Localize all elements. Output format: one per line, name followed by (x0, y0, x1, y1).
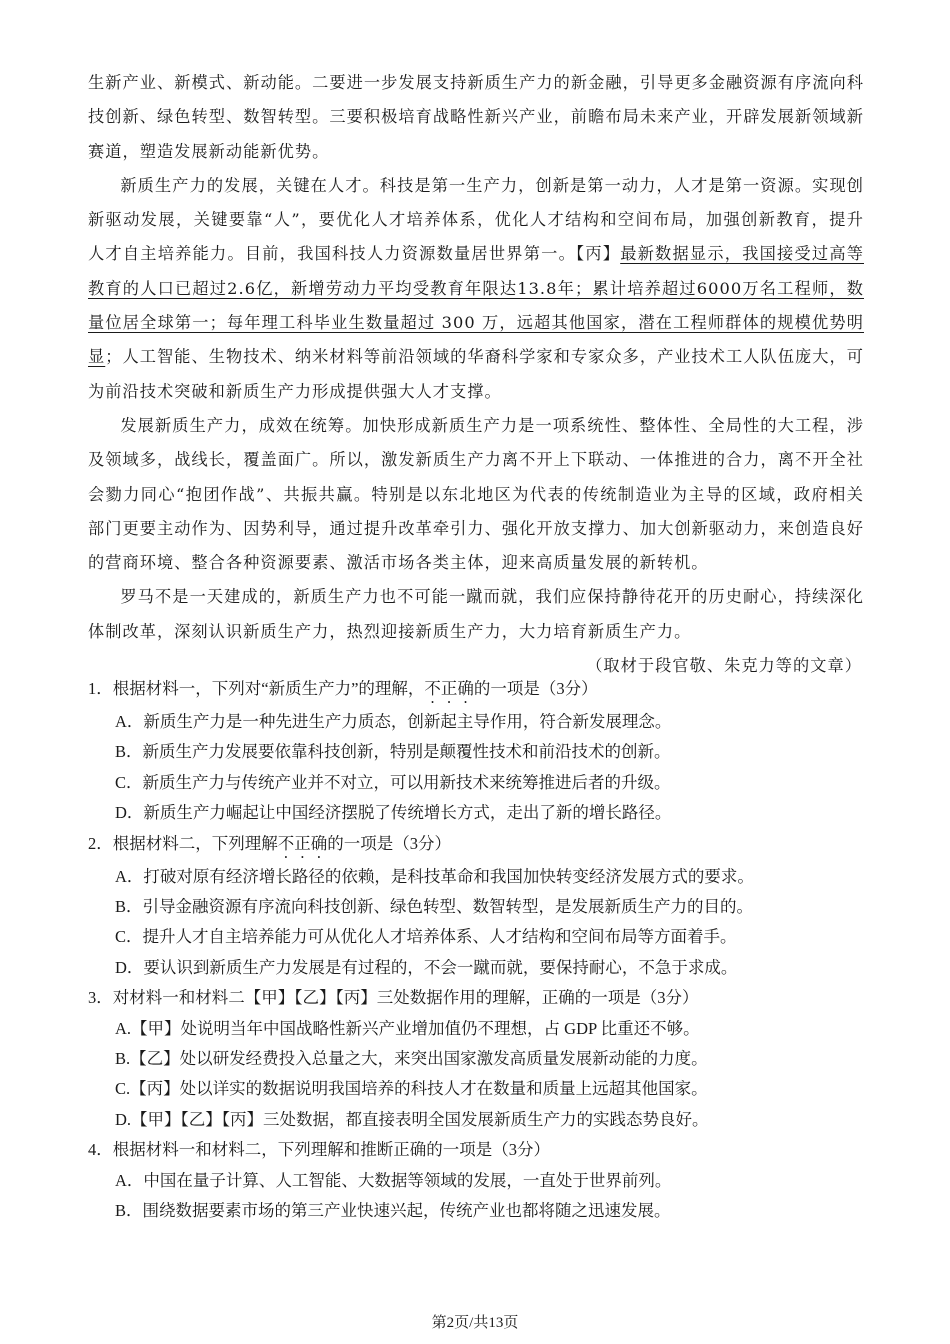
reading-passage (88, 66, 864, 683)
option-a: A．新质生产力是一种先进生产力质态，创新起主导作用，符合新发展理念。 (115, 712, 672, 731)
option-a: A．打破对原有经济增长路径的依赖，是科技革命和我国加快转变经济发展方式的要求。 (115, 866, 754, 886)
question (88, 983, 878, 1135)
option-d: D．要认识到新质生产力发展是有过程的，不会一蹴而就，要保持耐心，不急于求成。 (115, 957, 738, 977)
emphasized-text: 不正确 (277, 833, 328, 853)
option-c: C．提升人才自主培养能力可从优化人才培养体系、人才结构和空间布局等方面着手。 (115, 927, 737, 947)
question-stem: 4．根据材料一和材料二，下列理解和推断正确的一项是（3分） (88, 1140, 550, 1160)
option-d: D．新质生产力崛起让中国经济摆脱了传统增长方式，走出了新的增长路径。 (115, 803, 672, 823)
passage-paragraph: 罗马不是一天建成的，新质生产力也不可能一蹴而就，我们应保持静待花开的历史耐心，持续深化体制改革，深刻认识新质生产力，热烈迎接新质生产力，大力培育新质生产力。 (88, 587, 864, 641)
question-stem-text: 的一项是（3分） (473, 679, 598, 698)
question-stem-text: 的一项是（3分） (327, 833, 451, 853)
passage-source: （取材于段官敬、朱克力等的文章） (586, 656, 862, 676)
option-b: B．新质生产力发展要依靠科技创新，特别是颠覆性技术和前沿技术的创新。 (115, 742, 671, 762)
emphasized-text: 不正确 (424, 679, 474, 698)
question-list (88, 674, 878, 1227)
option-b: B．引导金融资源有序流向科技创新、绿色转型、数智转型，是发展新质生产力的目的。 (115, 897, 754, 917)
question (88, 674, 878, 829)
option-b: B.【乙】处以研发经费投入总量之大，来突出国家激发高质量发展新动能的力度。 (115, 1049, 708, 1069)
question-stem-text: 1．根据材料一，下列对“新质生产力”的理解， (88, 679, 425, 698)
question-stem (88, 674, 878, 707)
option-a: A.【甲】处说明当年中国战略性新兴产业增加值仍不理想，占 GDP 比重还不够。 (115, 1018, 700, 1038)
question (88, 1135, 878, 1226)
option-d: D.【甲】【乙】【丙】三处数据，都直接表明全国发展新质生产力的实践态势良好。 (115, 1109, 709, 1129)
passage-paragraph (88, 169, 864, 409)
question (88, 829, 878, 984)
question-stem: 3．对材料一和材料二【甲】【乙】【丙】三处数据作用的理解，正确的一项是（3分） (88, 988, 699, 1008)
option-a: A．中国在量子计算、人工智能、大数据等领域的发展，一直处于世界前列。 (115, 1170, 672, 1190)
underlined-data-passage: 最新数据显示，我国接受过高等教育的人口已超过2.6亿，新增劳动力平均受教育年限达13.8年；累计培养超过6000万名工程师，数量位居全球第一；每年理工科毕业生数量超过 300 万，远超其他国家，潜在工程师群体的规模优势明显 (88, 244, 864, 367)
passage-paragraph: 生新产业、新模式、新动能。二要进一步发展支持新质生产力的新金融，引导更多金融资源有序流向科技创新、绿色转型、数智转型。三要积极培育战略性新兴产业，前瞻布局未来产业，开辟发展新领域新赛道，塑造发展新动能新优势。 (88, 73, 864, 161)
option-b: B．围绕数据要素市场的第三产业快速兴起，传统产业也都将随之迅速发展。 (115, 1201, 671, 1221)
option-c: C.【丙】处以详实的数据说明我国培养的科技人才在数量和质量上远超其他国家。 (115, 1079, 708, 1099)
option-c: C．新质生产力与传统产业并不对立，可以用新技术来统筹推进后者的升级。 (115, 772, 671, 792)
passage-paragraph: 发展新质生产力，成效在统筹。加快形成新质生产力是一项系统性、整体性、全局性的大工程，涉及领域多，战线长，覆盖面广。所以，激发新质生产力离不开上下联动、一体推进的合力，离不开全社会勠力同心“抱团作战”、共振共赢。特别是以东北地区为代表的传统制造业为主导的区域，政府相关部门更要主动作为、因势利导，通过提升改革牵引力、强化开放支撑力、加大创新驱动力，来创造良好的营商环境、整合各种资源要素、激活市场各类主体，迎来高质量发展的新转机。 (88, 415, 864, 573)
question-stem-text: 2．根据材料二，下列理解 (88, 833, 278, 853)
question-stem (88, 829, 878, 862)
passage-text: 新质生产力的发展，关键在人才。科技是第一生产力，创新是第一动力，人才是第一资源。实现创新驱动发展，关键要靠“人”，要优化人才培养体系，优化人才结构和空间布局，加强创新教育，提升人才自主培养能力。目前，我国科技人力资源数量居世界第一。【丙】 (88, 175, 864, 264)
page-number: 第2页/共13页 (431, 1315, 519, 1331)
passage-text: ；人工智能、生物技术、纳米材料等前沿领域的华裔科学家和专家众多，产业技术工人队伍庞大，可为前沿技术突破和新质生产力形成提供强大人才支撑。 (88, 347, 864, 401)
